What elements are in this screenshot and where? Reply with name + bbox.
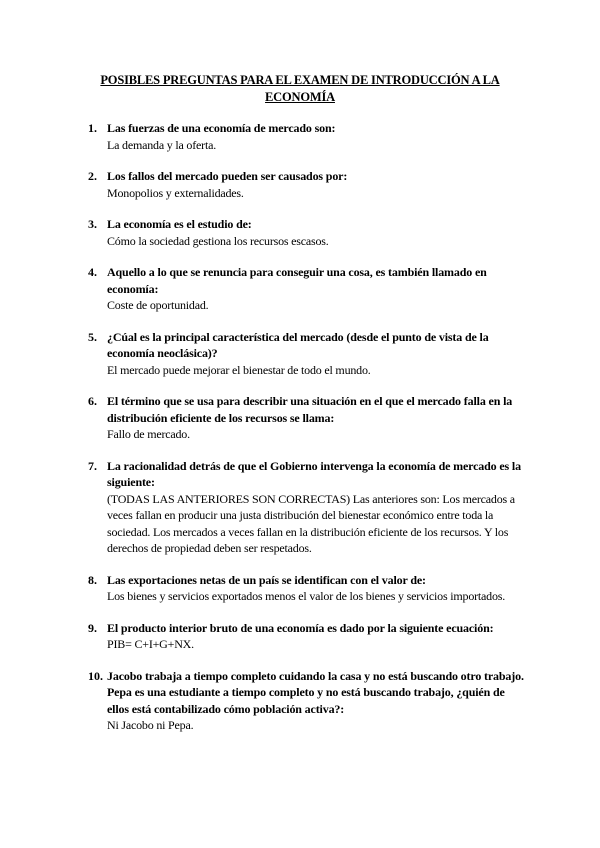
answer-text: Fallo de mercado.	[107, 427, 190, 441]
answer-text: Ni Jacobo ni Pepa.	[107, 718, 194, 732]
list-item	[88, 264, 528, 314]
list-item	[88, 329, 528, 379]
question-list	[88, 120, 528, 749]
question-text: El término que se usa para describir una situación en el que el mercado falla en la distribución eficiente de los recursos se llama:	[107, 394, 513, 425]
question-text: El producto interior bruto de una economía es dado por la siguiente ecuación:	[107, 620, 494, 635]
question-number: 10.	[88, 668, 103, 683]
list-item	[88, 458, 528, 557]
question-number: 9.	[88, 620, 97, 635]
answer-text: El mercado puede mejorar el bienestar de todo el mundo.	[107, 362, 371, 377]
question-text: Los fallos del mercado pueden ser causados por:	[107, 169, 348, 183]
question-text: Las fuerzas de una economía de mercado son:	[107, 121, 336, 135]
list-item	[88, 120, 528, 153]
question-number: 2.	[88, 169, 97, 183]
question-text: La racionalidad detrás de que el Gobierno intervenga la economía de mercado es la siguiente:	[107, 458, 521, 489]
answer-text: PIB= C+I+G+NX.	[107, 637, 194, 651]
list-item	[88, 668, 528, 734]
question-text: ¿Cúal es la principal característica del mercado (desde el punto de vista de la economía neoclásica)?	[107, 329, 489, 360]
list-item	[88, 168, 528, 201]
answer-text: Monopolios y externalidades.	[107, 185, 244, 200]
list-item	[88, 572, 528, 605]
question-number: 4.	[88, 265, 97, 279]
document-title: POSIBLES PREGUNTAS PARA EL EXAMEN DE INTRODUCCIÓN A LA ECONOMÍA	[100, 73, 500, 104]
answer-text: Coste de oportunidad.	[107, 298, 209, 312]
answer-text: Los bienes y servicios exportados menos el valor de los bienes y servicios importados.	[107, 589, 506, 603]
question-number: 5.	[88, 329, 97, 344]
question-text: La economía es el estudio de:	[107, 217, 252, 231]
question-number: 8.	[88, 572, 97, 587]
answer-text: (TODAS LAS ANTERIORES SON CORRECTAS) Las anteriores son: Los mercados a veces fallan en producir una justa distribución del bienestar económico entre toda la sociedad. Los mercados a veces fallan en la distribución eficiente de los recursos. Y los derechos de propiedad deben ser respetados.	[107, 491, 515, 555]
question-text: Las exportaciones netas de un país se identifican con el valor de:	[107, 572, 426, 587]
question-number: 3.	[88, 217, 97, 231]
question-number: 6.	[88, 394, 97, 408]
question-text: Aquello a lo que se renuncia para conseguir una cosa, es también llamado en economía:	[107, 265, 487, 296]
question-number: 7.	[88, 458, 97, 473]
answer-text: Cómo la sociedad gestiona los recursos escasos.	[107, 233, 329, 248]
list-item	[88, 620, 528, 653]
question-number: 1.	[88, 121, 97, 135]
list-item	[88, 393, 528, 443]
question-text: Jacobo trabaja a tiempo completo cuidando la casa y no está buscando otro trabajo. Pepa es una estudiante a tiempo completo y no está buscando trabajo, ¿quién de ellos está contabilizado cómo población activa?:	[107, 668, 524, 716]
answer-text: La demanda y la oferta.	[107, 137, 217, 152]
list-item	[88, 216, 528, 249]
